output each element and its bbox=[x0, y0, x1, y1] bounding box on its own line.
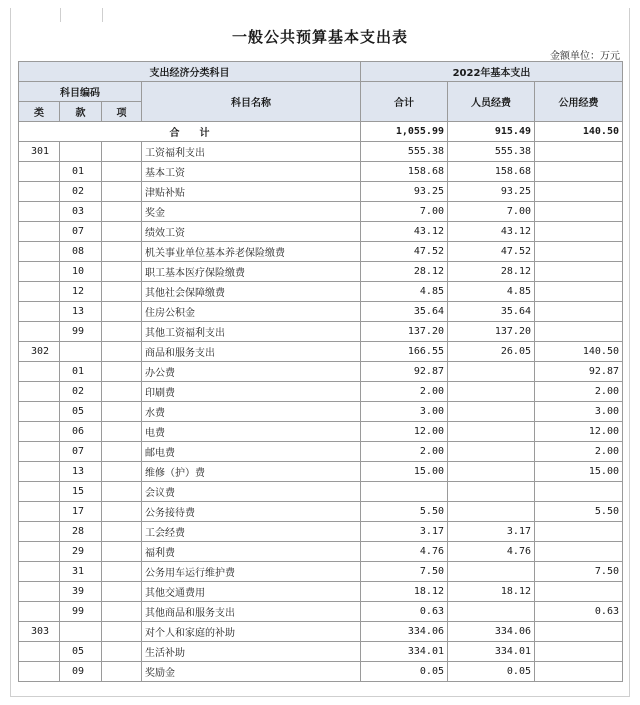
cell-lei: 301 bbox=[19, 142, 60, 162]
cell-name: 公务用车运行维护费 bbox=[142, 562, 361, 582]
cell-name: 水费 bbox=[142, 402, 361, 422]
cell-lei bbox=[19, 162, 60, 182]
cell-name: 基本工资 bbox=[142, 162, 361, 182]
cell-name: 维修（护）费 bbox=[142, 462, 361, 482]
cell-public bbox=[535, 222, 623, 242]
cell-personnel: 137.20 bbox=[448, 322, 535, 342]
page-title: 一般公共预算基本支出表 bbox=[231, 28, 408, 46]
cell-kuan: 28 bbox=[60, 522, 102, 542]
cell-name: 奖金 bbox=[142, 202, 361, 222]
cell-personnel bbox=[448, 442, 535, 462]
cell-name: 公务接待费 bbox=[142, 502, 361, 522]
cell-kuan bbox=[60, 342, 102, 362]
cell-xiang bbox=[102, 582, 142, 602]
cell-personnel bbox=[448, 362, 535, 382]
cell-personnel: 28.12 bbox=[448, 262, 535, 282]
table-row bbox=[19, 382, 623, 402]
cell-lei bbox=[19, 262, 60, 282]
cell-total: 3.00 bbox=[361, 402, 448, 422]
cell-xiang bbox=[102, 402, 142, 422]
table-row bbox=[19, 322, 623, 342]
cell-kuan: 01 bbox=[60, 162, 102, 182]
cell-total: 7.50 bbox=[361, 562, 448, 582]
cell-kuan bbox=[60, 142, 102, 162]
table-row bbox=[19, 342, 623, 362]
cell-personnel bbox=[448, 462, 535, 482]
cell-name: 生活补助 bbox=[142, 642, 361, 662]
cell-total: 43.12 bbox=[361, 222, 448, 242]
cell-xiang bbox=[102, 202, 142, 222]
cell-xiang bbox=[102, 362, 142, 382]
cell-kuan: 07 bbox=[60, 442, 102, 462]
table-row bbox=[19, 282, 623, 302]
header-xiang: 项 bbox=[102, 102, 142, 122]
header-personnel: 人员经费 bbox=[448, 82, 535, 122]
cell-total: 92.87 bbox=[361, 362, 448, 382]
cell-name: 津贴补贴 bbox=[142, 182, 361, 202]
cell-personnel: 334.06 bbox=[448, 622, 535, 642]
cell-total: 7.00 bbox=[361, 202, 448, 222]
cell-personnel: 3.17 bbox=[448, 522, 535, 542]
cell-xiang bbox=[102, 562, 142, 582]
table-row bbox=[19, 602, 623, 622]
cell-public bbox=[535, 482, 623, 502]
cell-name: 对个人和家庭的补助 bbox=[142, 622, 361, 642]
cell-lei bbox=[19, 542, 60, 562]
cell-xiang bbox=[102, 422, 142, 442]
cell-name: 会议费 bbox=[142, 482, 361, 502]
cell-name: 电费 bbox=[142, 422, 361, 442]
cell-total: 12.00 bbox=[361, 422, 448, 442]
cell-public bbox=[535, 142, 623, 162]
cell-public: 92.87 bbox=[535, 362, 623, 382]
header-name: 科目名称 bbox=[142, 82, 361, 122]
table-row bbox=[19, 542, 623, 562]
cell-personnel: 26.05 bbox=[448, 342, 535, 362]
cell-name: 印刷费 bbox=[142, 382, 361, 402]
cell-personnel: 555.38 bbox=[448, 142, 535, 162]
cell-name: 工资福利支出 bbox=[142, 142, 361, 162]
table-row bbox=[19, 462, 623, 482]
cell-kuan: 05 bbox=[60, 642, 102, 662]
cell-xiang bbox=[102, 602, 142, 622]
cell-personnel bbox=[448, 562, 535, 582]
cell-kuan: 29 bbox=[60, 542, 102, 562]
cell-xiang bbox=[102, 662, 142, 682]
cell-personnel bbox=[448, 382, 535, 402]
cell-kuan: 15 bbox=[60, 482, 102, 502]
cell-xiang bbox=[102, 522, 142, 542]
cell-total: 5.50 bbox=[361, 502, 448, 522]
cell-xiang bbox=[102, 502, 142, 522]
cell-name: 其他工资福利支出 bbox=[142, 322, 361, 342]
cell-public: 12.00 bbox=[535, 422, 623, 442]
cell-xiang bbox=[102, 542, 142, 562]
cell-lei bbox=[19, 582, 60, 602]
cell-lei bbox=[19, 282, 60, 302]
cell-public bbox=[535, 182, 623, 202]
cell-total bbox=[361, 482, 448, 502]
table-row bbox=[19, 162, 623, 182]
cell-public bbox=[535, 242, 623, 262]
cell-name: 住房公积金 bbox=[142, 302, 361, 322]
table-row bbox=[19, 222, 623, 242]
cell-name: 商品和服务支出 bbox=[142, 342, 361, 362]
cell-personnel: 93.25 bbox=[448, 182, 535, 202]
table-row bbox=[19, 362, 623, 382]
cell-public: 2.00 bbox=[535, 382, 623, 402]
cell-personnel: 35.64 bbox=[448, 302, 535, 322]
table-row bbox=[19, 302, 623, 322]
table-row bbox=[19, 422, 623, 442]
total-label: 合 计 bbox=[19, 122, 361, 142]
cell-total: 47.52 bbox=[361, 242, 448, 262]
cell-public bbox=[535, 322, 623, 342]
cell-lei: 303 bbox=[19, 622, 60, 642]
cell-personnel: 158.68 bbox=[448, 162, 535, 182]
cell-public bbox=[535, 582, 623, 602]
cell-personnel bbox=[448, 502, 535, 522]
cell-xiang bbox=[102, 482, 142, 502]
cell-kuan: 03 bbox=[60, 202, 102, 222]
cell-name: 办公费 bbox=[142, 362, 361, 382]
cell-lei bbox=[19, 462, 60, 482]
cell-total: 18.12 bbox=[361, 582, 448, 602]
table-row bbox=[19, 202, 623, 222]
cell-xiang bbox=[102, 382, 142, 402]
cell-name: 福利费 bbox=[142, 542, 361, 562]
cell-kuan: 01 bbox=[60, 362, 102, 382]
cell-lei bbox=[19, 382, 60, 402]
cell-personnel: 0.05 bbox=[448, 662, 535, 682]
table-row bbox=[19, 642, 623, 662]
cell-public bbox=[535, 522, 623, 542]
cell-total: 166.55 bbox=[361, 342, 448, 362]
header-kuan: 款 bbox=[60, 102, 102, 122]
cell-lei bbox=[19, 502, 60, 522]
cell-lei bbox=[19, 402, 60, 422]
cell-total: 555.38 bbox=[361, 142, 448, 162]
cell-lei bbox=[19, 662, 60, 682]
table-row bbox=[19, 522, 623, 542]
header-total: 合计 bbox=[361, 82, 448, 122]
cell-kuan: 02 bbox=[60, 182, 102, 202]
cell-kuan: 09 bbox=[60, 662, 102, 682]
cell-kuan: 17 bbox=[60, 502, 102, 522]
cell-personnel bbox=[448, 482, 535, 502]
cell-public: 2.00 bbox=[535, 442, 623, 462]
table-row bbox=[19, 622, 623, 642]
cell-xiang bbox=[102, 222, 142, 242]
cell-personnel: 4.76 bbox=[448, 542, 535, 562]
table-row bbox=[19, 562, 623, 582]
cell-lei bbox=[19, 422, 60, 442]
cell-total: 4.76 bbox=[361, 542, 448, 562]
cell-kuan: 10 bbox=[60, 262, 102, 282]
cell-personnel bbox=[448, 422, 535, 442]
cell-public bbox=[535, 262, 623, 282]
cell-xiang bbox=[102, 642, 142, 662]
cell-lei bbox=[19, 362, 60, 382]
cell-lei: 302 bbox=[19, 342, 60, 362]
cell-total: 15.00 bbox=[361, 462, 448, 482]
header-code-group: 科目编码 bbox=[19, 82, 142, 102]
cell-kuan: 99 bbox=[60, 602, 102, 622]
cell-xiang bbox=[102, 342, 142, 362]
cell-public: 15.00 bbox=[535, 462, 623, 482]
cell-name: 邮电费 bbox=[142, 442, 361, 462]
cell-public: 3.00 bbox=[535, 402, 623, 422]
cell-lei bbox=[19, 302, 60, 322]
cell-kuan: 13 bbox=[60, 302, 102, 322]
cell-name: 其他交通费用 bbox=[142, 582, 361, 602]
cell-lei bbox=[19, 202, 60, 222]
header-group-left: 支出经济分类科目 bbox=[19, 62, 361, 82]
table-row bbox=[19, 662, 623, 682]
cell-public bbox=[535, 202, 623, 222]
amount-unit: 金额单位：万元 bbox=[550, 51, 620, 62]
total-personnel: 915.49 bbox=[448, 122, 535, 142]
table-row bbox=[19, 262, 623, 282]
cell-name: 其他商品和服务支出 bbox=[142, 602, 361, 622]
cell-total: 3.17 bbox=[361, 522, 448, 542]
cell-kuan: 39 bbox=[60, 582, 102, 602]
cell-total: 0.63 bbox=[361, 602, 448, 622]
table-row bbox=[19, 482, 623, 502]
cell-total: 0.05 bbox=[361, 662, 448, 682]
cell-xiang bbox=[102, 322, 142, 342]
total-total: 1,055.99 bbox=[361, 122, 448, 142]
cell-public: 0.63 bbox=[535, 602, 623, 622]
cell-xiang bbox=[102, 142, 142, 162]
cell-name: 工会经费 bbox=[142, 522, 361, 542]
table-row bbox=[19, 182, 623, 202]
cell-kuan: 06 bbox=[60, 422, 102, 442]
cell-public bbox=[535, 662, 623, 682]
table-row bbox=[19, 242, 623, 262]
table-row bbox=[19, 582, 623, 602]
cell-public bbox=[535, 642, 623, 662]
header-lei: 类 bbox=[19, 102, 60, 122]
cell-total: 35.64 bbox=[361, 302, 448, 322]
cell-xiang bbox=[102, 162, 142, 182]
cell-total: 28.12 bbox=[361, 262, 448, 282]
table-row bbox=[19, 502, 623, 522]
cell-kuan: 31 bbox=[60, 562, 102, 582]
cell-personnel: 7.00 bbox=[448, 202, 535, 222]
cell-xiang bbox=[102, 262, 142, 282]
cell-xiang bbox=[102, 622, 142, 642]
cell-public bbox=[535, 282, 623, 302]
cell-lei bbox=[19, 642, 60, 662]
table-row bbox=[19, 142, 623, 162]
cell-lei bbox=[19, 482, 60, 502]
cell-total: 158.68 bbox=[361, 162, 448, 182]
cell-name: 职工基本医疗保险缴费 bbox=[142, 262, 361, 282]
cell-personnel bbox=[448, 402, 535, 422]
cell-total: 93.25 bbox=[361, 182, 448, 202]
cell-public: 140.50 bbox=[535, 342, 623, 362]
cell-xiang bbox=[102, 462, 142, 482]
cell-kuan: 12 bbox=[60, 282, 102, 302]
header-group-right: 2022年基本支出 bbox=[361, 62, 623, 82]
cell-lei bbox=[19, 562, 60, 582]
cell-total: 334.01 bbox=[361, 642, 448, 662]
cell-public bbox=[535, 622, 623, 642]
cell-kuan bbox=[60, 622, 102, 642]
cell-total: 2.00 bbox=[361, 442, 448, 462]
budget-table bbox=[18, 61, 623, 682]
cell-personnel: 43.12 bbox=[448, 222, 535, 242]
cell-total: 2.00 bbox=[361, 382, 448, 402]
cell-kuan: 13 bbox=[60, 462, 102, 482]
cell-lei bbox=[19, 222, 60, 242]
cell-lei bbox=[19, 182, 60, 202]
cell-public bbox=[535, 542, 623, 562]
cell-personnel bbox=[448, 602, 535, 622]
cell-personnel: 18.12 bbox=[448, 582, 535, 602]
cell-kuan: 99 bbox=[60, 322, 102, 342]
cell-name: 机关事业单位基本养老保险缴费 bbox=[142, 242, 361, 262]
cell-xiang bbox=[102, 242, 142, 262]
cell-lei bbox=[19, 242, 60, 262]
cell-name: 奖励金 bbox=[142, 662, 361, 682]
cell-public bbox=[535, 302, 623, 322]
cell-total: 137.20 bbox=[361, 322, 448, 342]
cell-kuan: 02 bbox=[60, 382, 102, 402]
header-public: 公用经费 bbox=[535, 82, 623, 122]
table-row bbox=[19, 442, 623, 462]
cell-lei bbox=[19, 322, 60, 342]
cell-xiang bbox=[102, 442, 142, 462]
cell-public: 5.50 bbox=[535, 502, 623, 522]
cell-personnel: 47.52 bbox=[448, 242, 535, 262]
cell-kuan: 05 bbox=[60, 402, 102, 422]
cell-personnel: 334.01 bbox=[448, 642, 535, 662]
cell-personnel: 4.85 bbox=[448, 282, 535, 302]
cell-xiang bbox=[102, 182, 142, 202]
cell-xiang bbox=[102, 302, 142, 322]
total-row bbox=[19, 122, 623, 142]
cell-lei bbox=[19, 522, 60, 542]
cell-public: 7.50 bbox=[535, 562, 623, 582]
cell-public bbox=[535, 162, 623, 182]
table-row bbox=[19, 402, 623, 422]
cell-lei bbox=[19, 602, 60, 622]
total-public: 140.50 bbox=[535, 122, 623, 142]
cell-name: 绩效工资 bbox=[142, 222, 361, 242]
cell-lei bbox=[19, 442, 60, 462]
cell-kuan: 08 bbox=[60, 242, 102, 262]
cell-xiang bbox=[102, 282, 142, 302]
cell-total: 334.06 bbox=[361, 622, 448, 642]
cell-total: 4.85 bbox=[361, 282, 448, 302]
cell-name: 其他社会保障缴费 bbox=[142, 282, 361, 302]
cell-kuan: 07 bbox=[60, 222, 102, 242]
